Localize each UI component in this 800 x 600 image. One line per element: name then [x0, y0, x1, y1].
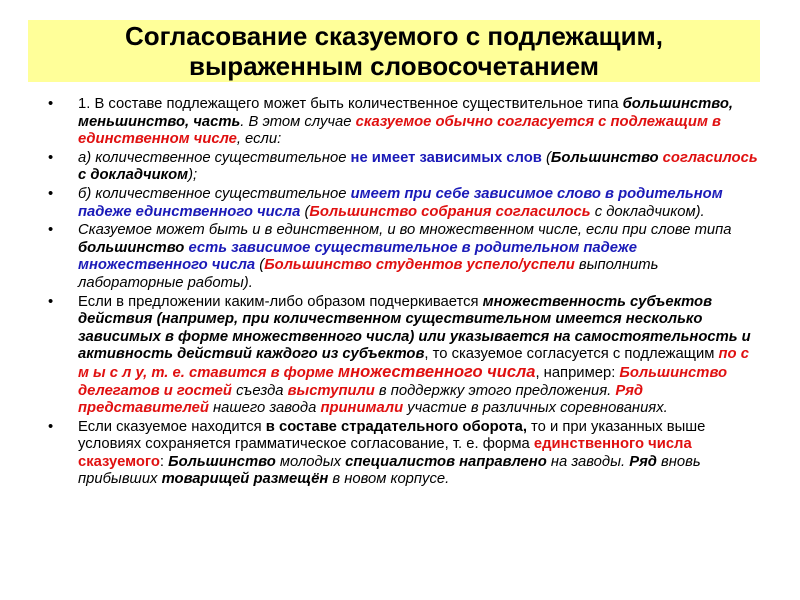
text-segment: вновь прибывших: [78, 453, 701, 488]
text-segment: Большинство собрания: [309, 203, 492, 220]
bullet-paragraph-5: [48, 294, 760, 418]
text-segment: :: [159, 453, 169, 470]
text-segment: в поддержку этого предложения.: [374, 382, 616, 399]
text-segment: согласилось: [662, 149, 758, 166]
text-segment: , то сказуемое согласуется с подлежащим: [424, 346, 719, 363]
text-segment: принимали: [320, 400, 404, 417]
text-segment: с докладчиком).: [590, 203, 705, 220]
title-line-1: Согласование сказуемого с подлежащим,: [124, 21, 664, 51]
text-segment: множественность субъектов действия (например, при количественном существительном имеется несколько зависимых в форме множественного числа) или указывается на самостоятельность и активность действий каждого из субъектов: [78, 293, 751, 363]
page-title: [28, 21, 760, 81]
text-segment: нашего завода: [208, 400, 321, 417]
text-segment: Ряд представителей: [78, 382, 644, 417]
text-segment: единственного числа сказуемого: [78, 436, 692, 470]
bullet-paragraph-1: [48, 96, 760, 149]
bullet-marker: •: [48, 96, 54, 112]
text-segment: Большинство делегатов и гостей: [78, 364, 728, 399]
text-segment: молодых: [275, 453, 346, 470]
text-segment: участие в различных соревнованиях.: [403, 400, 668, 417]
bullet-marker: •: [48, 293, 54, 310]
text-segment: товарищей размещён: [161, 471, 329, 488]
text-segment: в составе страдательного оборота,: [265, 418, 527, 435]
text-segment: большинство: [78, 239, 185, 256]
text-segment: в новом корпусе.: [328, 471, 450, 488]
text-segment: согласилось: [495, 203, 591, 220]
text-segment: по с м ы с л у, т. е. ставится в форме: [78, 346, 749, 381]
text-segment: множественного числа: [337, 362, 536, 381]
text-segment: с докладчиком: [78, 167, 189, 184]
bullet-paragraph-3: [48, 186, 760, 221]
text-segment: специалистов направлено: [345, 453, 547, 470]
bullet-marker: •: [48, 418, 54, 435]
text-segment: Ряд: [629, 453, 657, 470]
text-segment: Большинство: [168, 453, 276, 470]
text-segment: большинство, меньшинство, часть: [78, 96, 733, 130]
text-segment: на заводы.: [546, 453, 630, 470]
text-segment: . В этом случае: [240, 113, 356, 130]
text-segment: имеет при себе зависимое слово в родительном падеже единственного числа: [78, 185, 723, 220]
text-segment: выполнить лабораторные работы).: [78, 257, 659, 291]
text-segment: );: [188, 167, 198, 184]
text-segment: (: [300, 203, 310, 220]
text-segment: , если:: [236, 131, 282, 148]
text-segment: а) количественное существительное: [78, 149, 351, 166]
text-segment: выступили: [287, 382, 375, 399]
text-segment: , например:: [535, 364, 620, 381]
bullet-marker: •: [48, 222, 54, 239]
text-segment: (: [541, 149, 551, 166]
bullet-paragraph-4: [48, 222, 760, 292]
text-segment: Большинство: [550, 149, 663, 166]
bullet-paragraph-6: [48, 419, 760, 489]
text-segment: есть зависимое существительное в родительном падеже множественного числа: [78, 239, 637, 274]
bullet-list: [48, 96, 760, 490]
text-segment: то и при указанных выше условиях сохраняется грамматическое согласование, т. е. форма: [78, 418, 706, 453]
text-segment: 1. В составе подлежащего может быть количественное существительное типа: [78, 96, 623, 112]
text-segment: Если сказуемое находится: [78, 418, 266, 435]
bullet-paragraph-2: [48, 150, 760, 185]
text-segment: Если в предложении каким-либо образом подчеркивается: [78, 293, 483, 310]
text-segment: Сказуемое может быть и в единственном, и во множественном числе, если при слове типа: [78, 222, 732, 239]
title-line-2: выраженным словосочетанием: [189, 51, 599, 81]
text-segment: съезда: [231, 382, 288, 399]
bullet-marker: •: [48, 185, 54, 202]
text-segment: Большинство студентов успело/успели: [264, 257, 575, 274]
text-segment: сказуемое обычно согласуется с подлежащим в единственном числе: [78, 113, 721, 148]
text-segment: (: [255, 257, 265, 274]
text-segment: б) количественное существительное: [78, 185, 351, 202]
bullet-marker: •: [48, 149, 54, 166]
text-segment: не имеет зависимых слов: [350, 149, 542, 166]
